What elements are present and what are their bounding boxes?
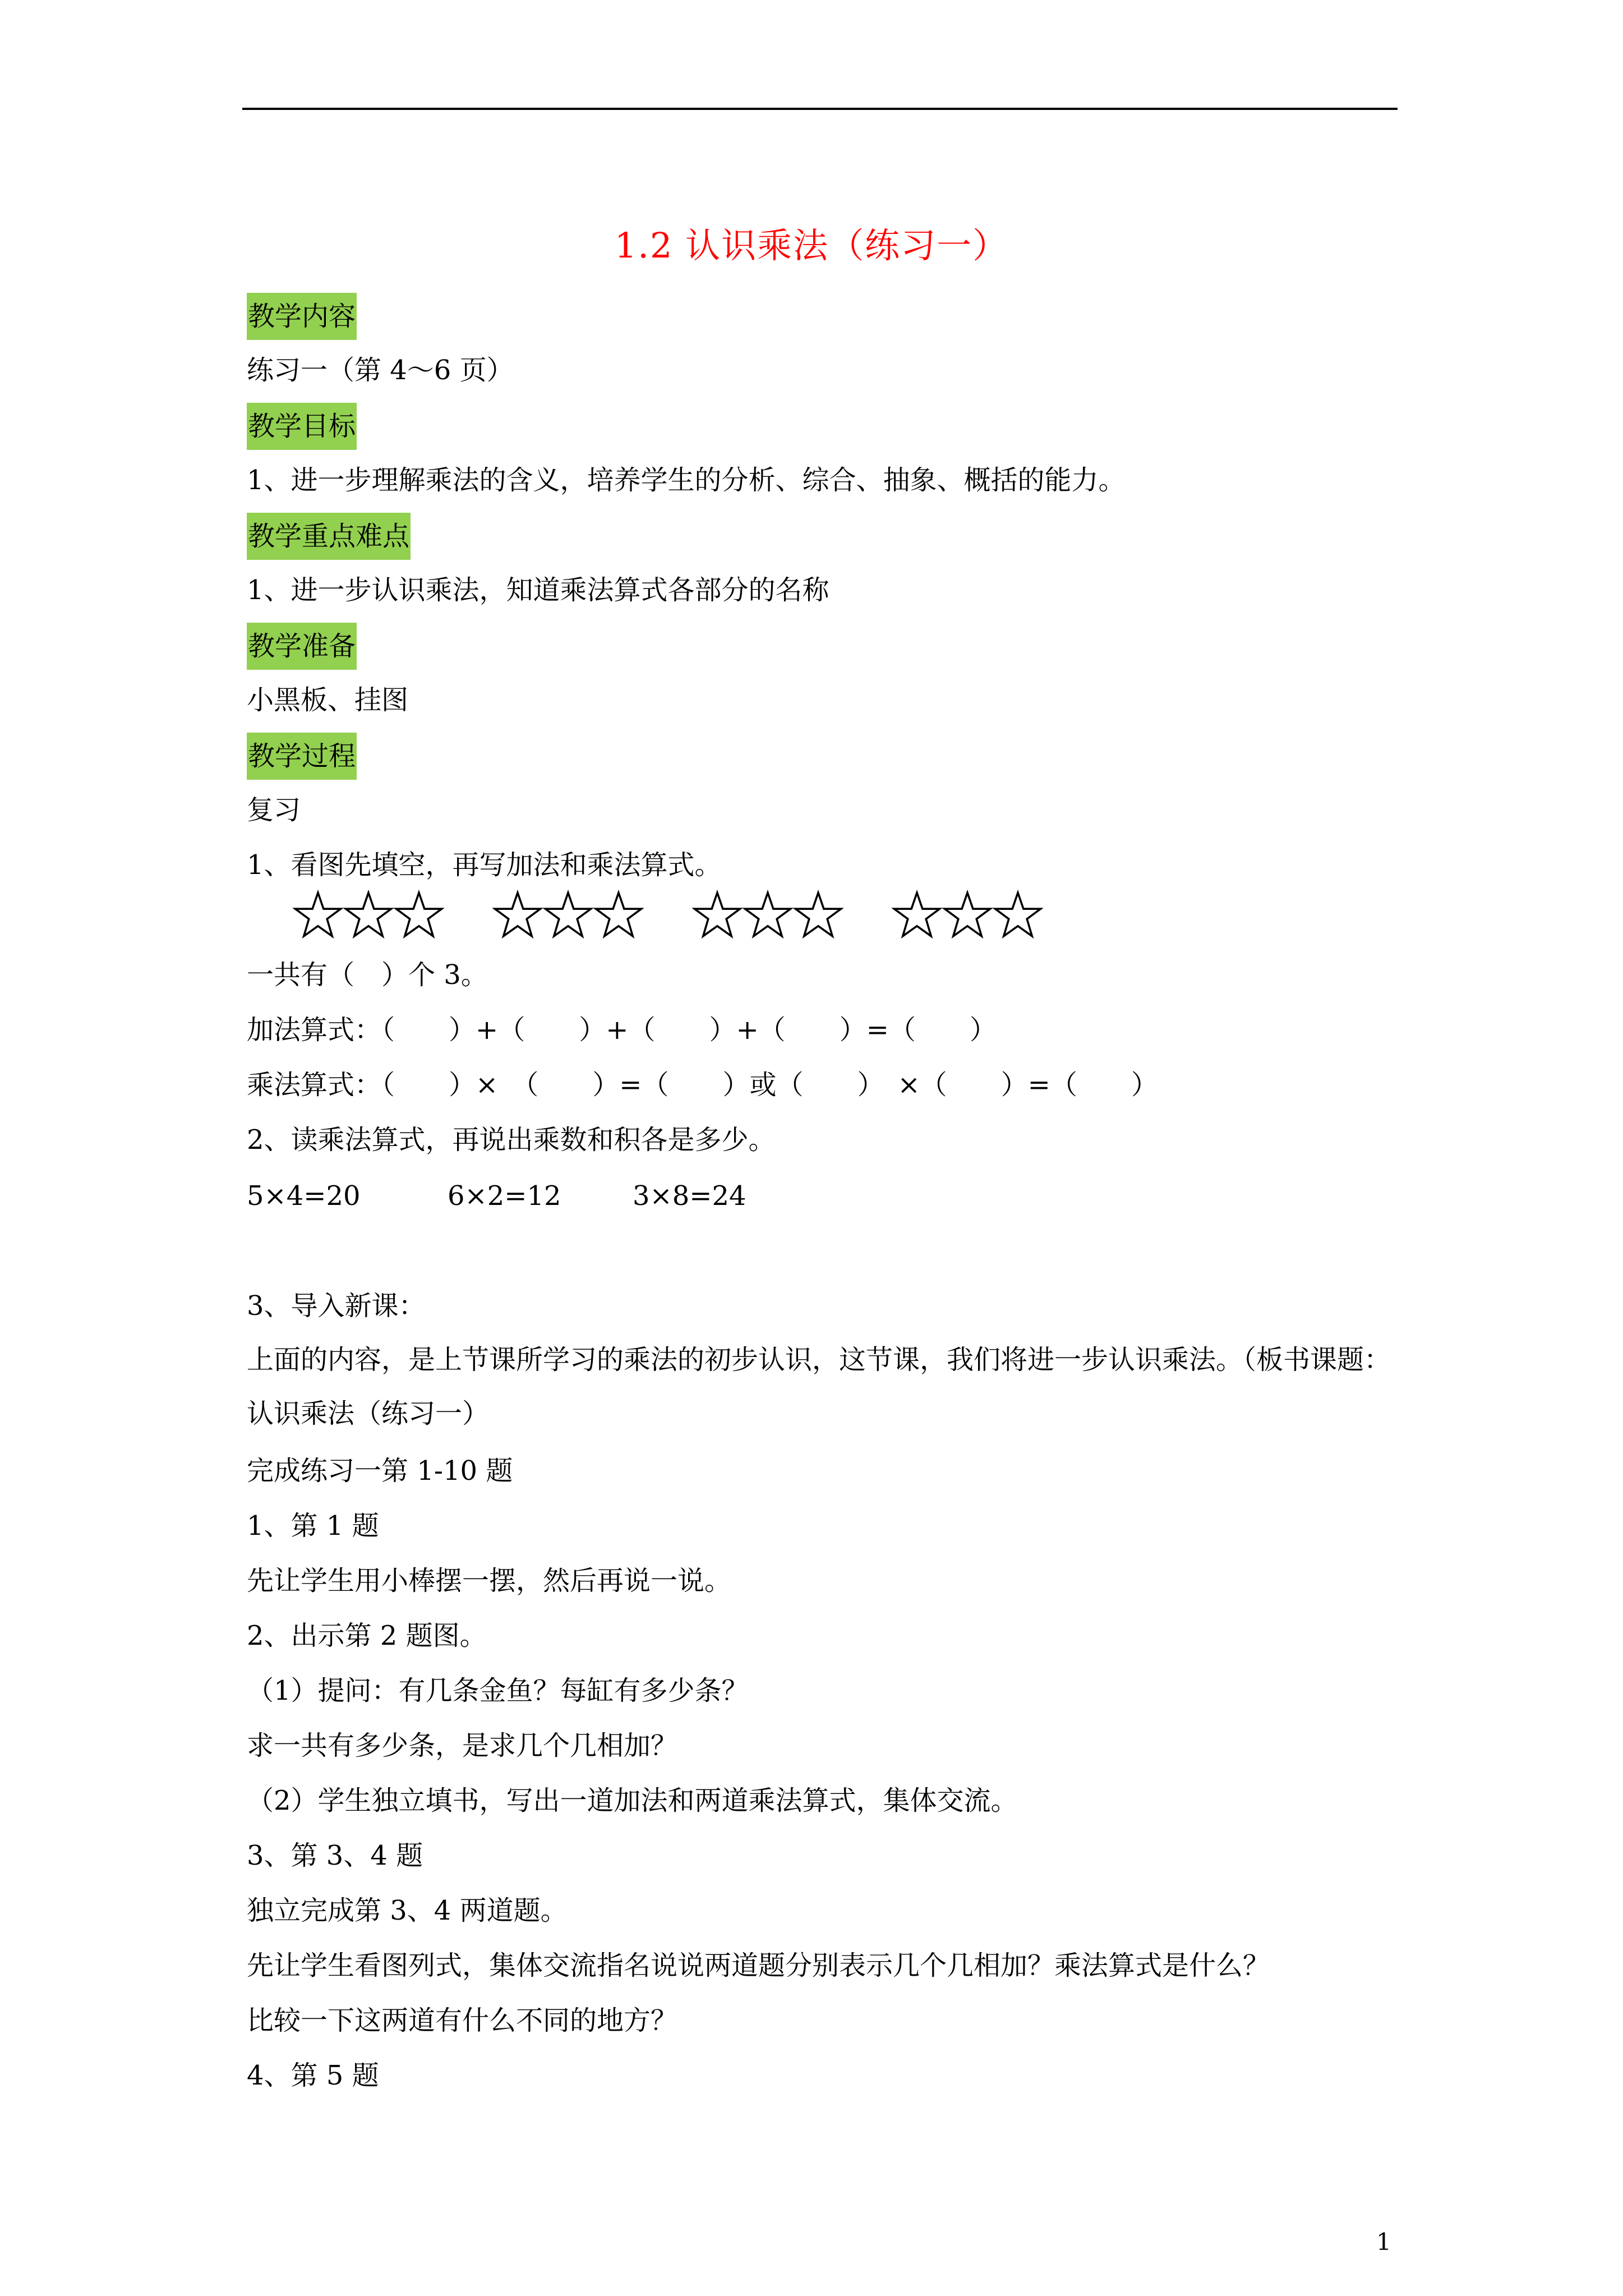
equation-1: 5×4=20 [247, 1180, 361, 1212]
heading-process: 教学过程 [247, 733, 357, 780]
review-label: 复习 [247, 794, 301, 826]
star-icon [743, 890, 793, 940]
multiplication-line: 乘法算式：（ ）× （ ）=（ ）或（ ） ×（ ）=（ ） [247, 1069, 1158, 1101]
star-icon [293, 890, 343, 940]
heading-preparation: 教学准备 [247, 623, 357, 670]
star-icon [394, 890, 444, 940]
star-group [692, 890, 843, 940]
preparation-text: 小黑板、挂图 [247, 684, 409, 716]
star-icon [692, 890, 743, 940]
item-2-question-2: （2）学生独立填书，写出一道加法和两道乘法算式，集体交流。 [247, 1785, 1018, 1816]
heading-content: 教学内容 [247, 293, 357, 340]
item-3-text-2: 先让学生看图列式，集体交流指名说说两道题分别表示几个几相加？乘法算式是什么？ [247, 1950, 1270, 1981]
document-title: 1.2 认识乘法（练习一） [614, 225, 1009, 266]
count-line: 一共有（ ）个 3。 [247, 959, 488, 991]
item-2-question-1b: 求一共有多少条，是求几个几相加？ [247, 1730, 678, 1761]
star-group [892, 890, 1043, 940]
star-icon [492, 890, 543, 940]
heading-goal: 教学目标 [247, 403, 357, 450]
intro-paragraph: 上面的内容，是上节课所学习的乘法的初步认识，这节课，我们将进一步认识乘法。（板书课题：认识乘法（练习一） [247, 1344, 1391, 1429]
star-icon [343, 890, 394, 940]
content-text: 练习一（第 4～6 页） [247, 355, 514, 386]
item-2: 2、出示第 2 题图。 [247, 1620, 487, 1651]
addition-line: 加法算式：（ ）+（ ）+（ ）+（ ）=（ ） [247, 1014, 997, 1046]
header-rule [242, 108, 1398, 110]
item-4: 4、第 5 题 [247, 2060, 379, 2091]
heading-key-points: 教学重点难点 [247, 513, 411, 560]
item-1: 1、第 1 题 [247, 1510, 379, 1542]
star-group [492, 890, 644, 940]
star-icon [543, 890, 593, 940]
review-question-1: 1、看图先填空，再写加法和乘法算式。 [247, 849, 722, 881]
star-icon [593, 890, 644, 940]
item-2-question-1: （1）提问：有几条金鱼？每缸有多少条？ [247, 1675, 749, 1706]
star-group [293, 890, 444, 940]
equation-3: 3×8=24 [633, 1180, 746, 1212]
review-question-2: 2、读乘法算式，再说出乘数和积各是多少。 [247, 1124, 776, 1156]
item-3: 3、第 3、4 题 [247, 1840, 423, 1871]
star-icon [892, 890, 942, 940]
star-icon [993, 890, 1043, 940]
star-icon [793, 890, 843, 940]
page-number: 1 [1376, 2228, 1391, 2256]
item-1-text: 先让学生用小棒摆一摆，然后再说一说。 [247, 1565, 732, 1596]
item-3-text: 独立完成第 3、4 两道题。 [247, 1895, 568, 1926]
star-icon [942, 890, 993, 940]
key-points-text: 1、进一步认识乘法，知道乘法算式各部分的名称 [247, 574, 829, 606]
goal-text: 1、进一步理解乘法的含义，培养学生的分析、综合、抽象、概括的能力。 [247, 464, 1126, 496]
equation-2: 6×2=12 [448, 1180, 561, 1212]
item-3-text-3: 比较一下这两道有什么不同的地方？ [247, 2005, 678, 2036]
question-3: 3、导入新课： [247, 1290, 426, 1322]
task-line: 完成练习一第 1-10 题 [247, 1455, 513, 1487]
